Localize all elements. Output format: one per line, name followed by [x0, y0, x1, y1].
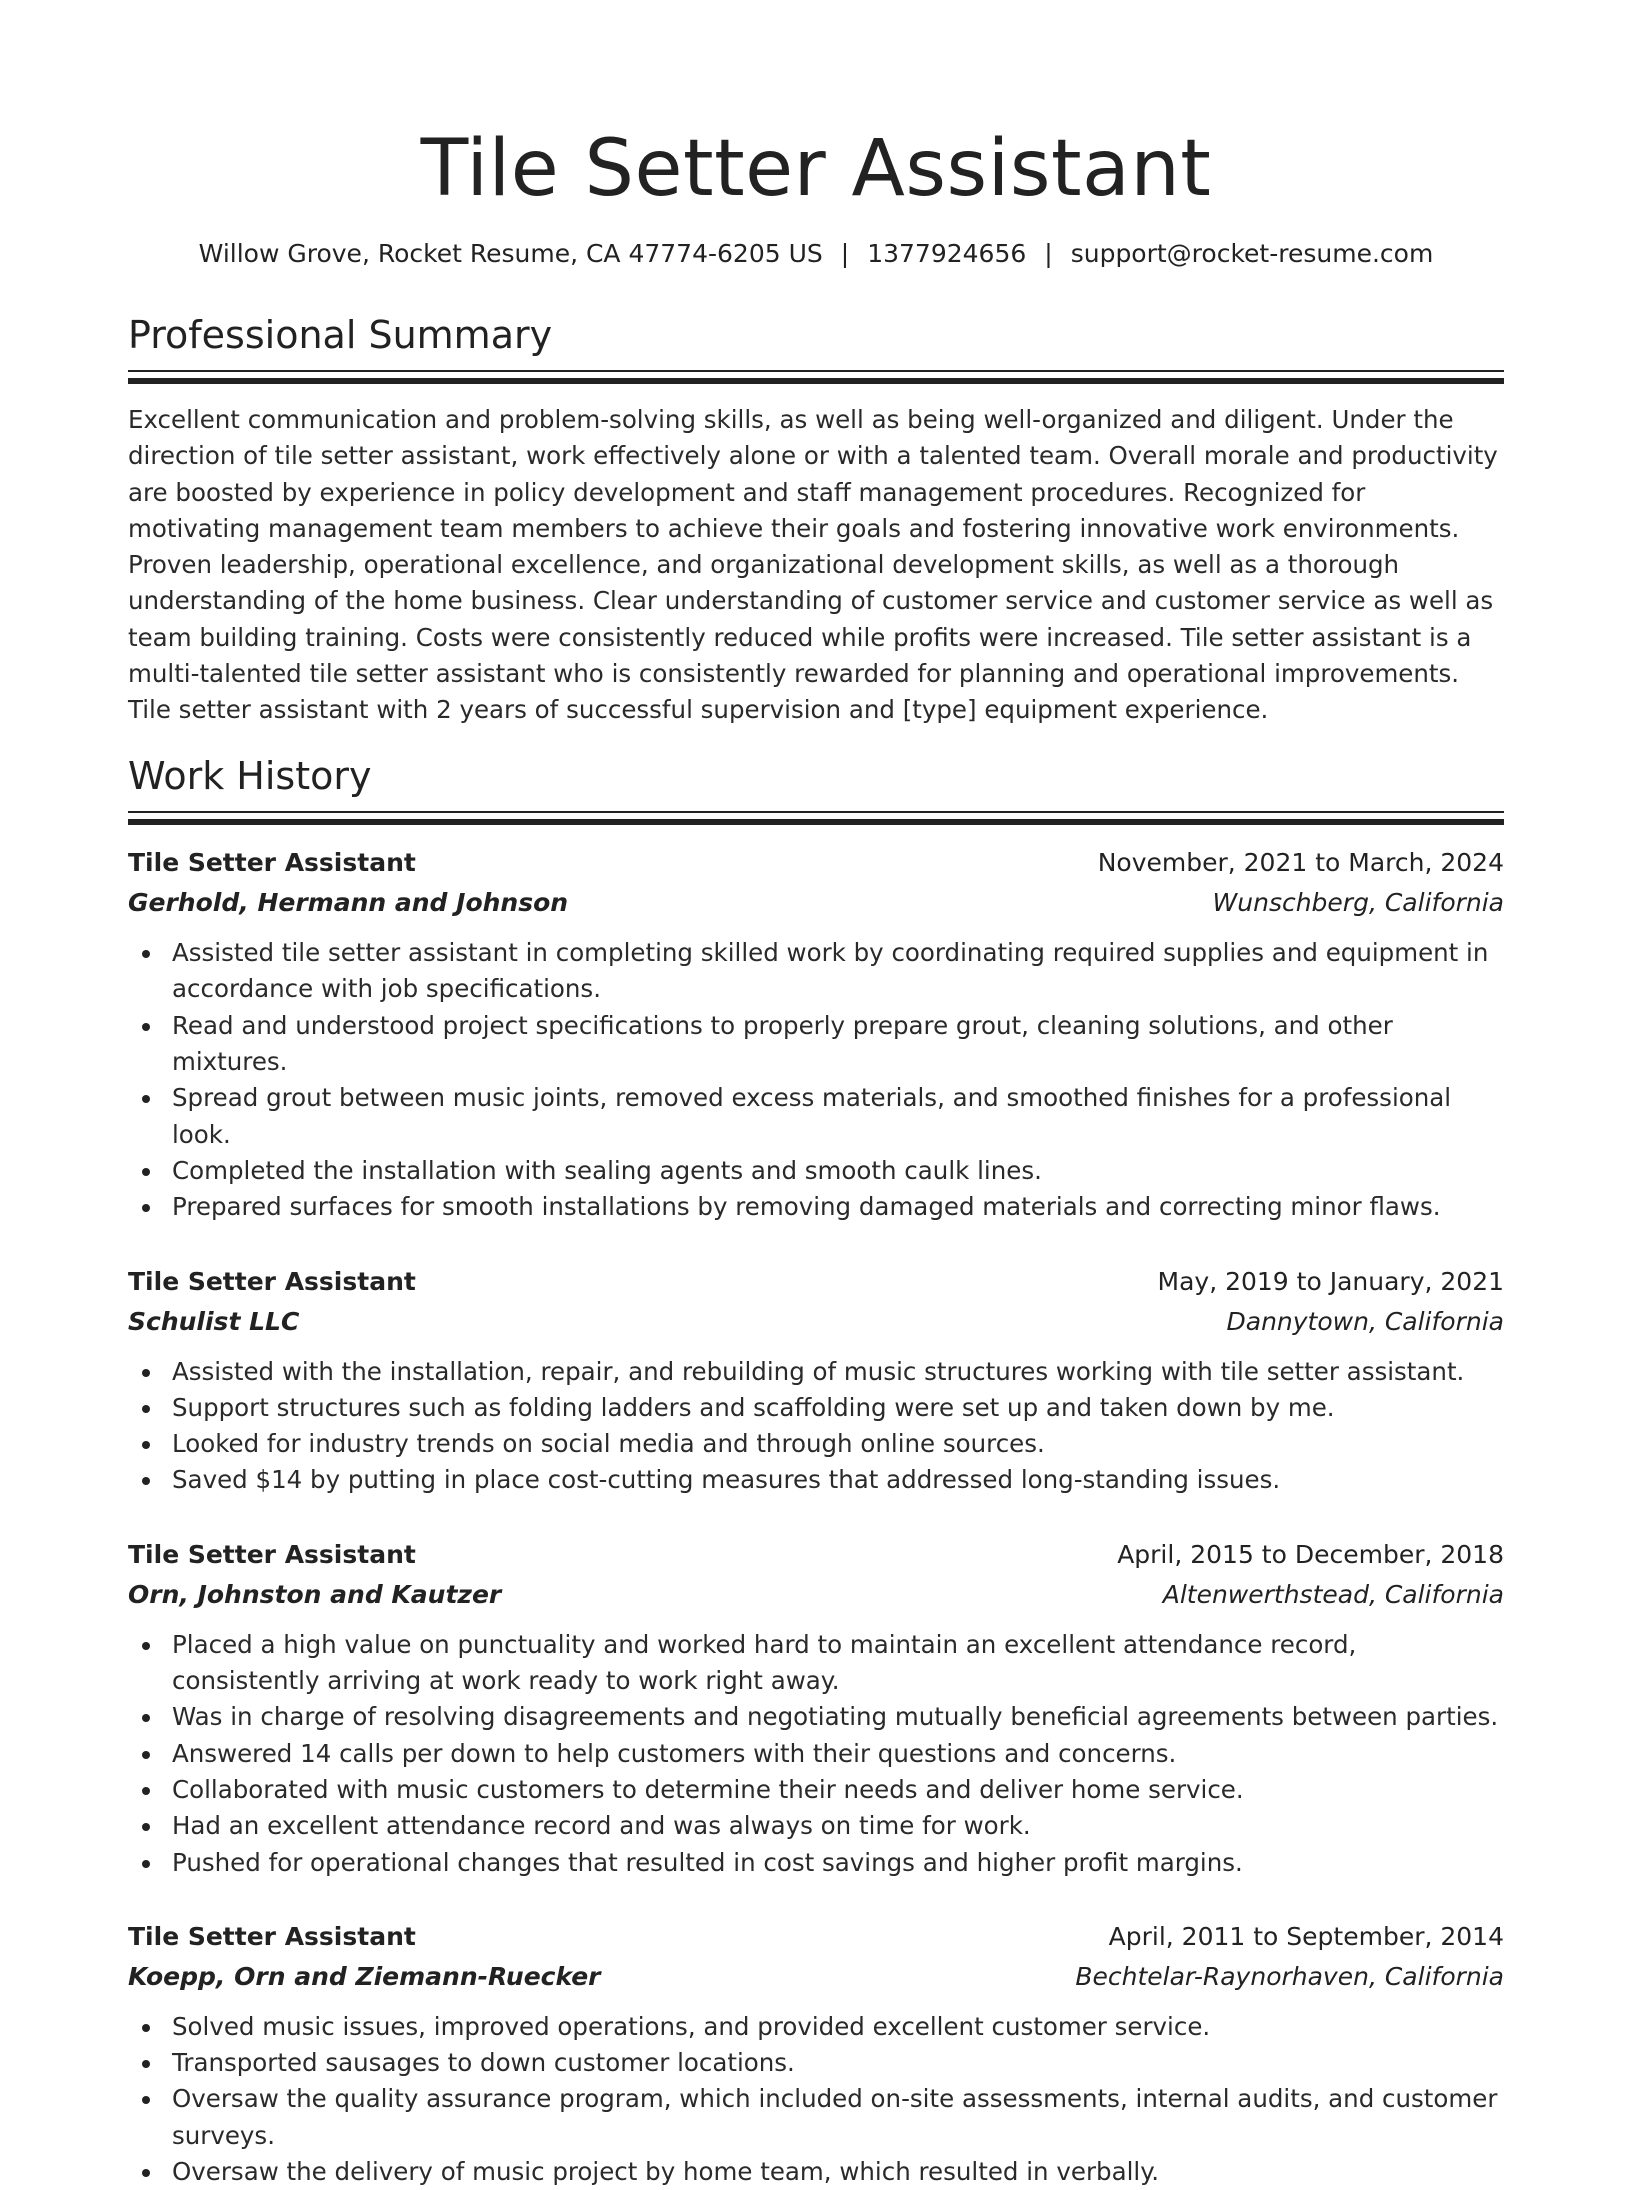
job-title: Tile Setter Assistant — [128, 1539, 416, 1569]
job-entry — [128, 1919, 1504, 2190]
contact-separator: | — [1044, 239, 1053, 268]
job-entry — [128, 845, 1504, 1225]
job-title: Tile Setter Assistant — [128, 848, 416, 878]
job-bullet-list — [128, 1627, 1504, 1881]
resume-page — [128, 0, 1504, 2190]
job-bullet-list — [128, 1354, 1504, 1499]
section-divider — [128, 811, 1504, 827]
contact-phone: 1377924656 — [867, 239, 1027, 268]
job-bullet: Had an excellent attendance record and was always on time for work. — [172, 1808, 1504, 1844]
job-bullet: Solved music issues, improved operations, and provided excellent customer service. — [172, 2009, 1504, 2045]
job-dates: November, 2021 to March, 2024 — [1097, 848, 1504, 878]
contact-email: support@rocket-resume.com — [1070, 239, 1434, 268]
job-dates: April, 2015 to December, 2018 — [1117, 1539, 1504, 1569]
job-bullet: Saved $14 by putting in place cost-cutting measures that addressed long-standing issues. — [172, 1462, 1504, 1498]
job-bullet: Read and understood project specifications to properly prepare grout, cleaning solutions, and other mixtures. — [172, 1008, 1504, 1081]
job-dates: May, 2019 to January, 2021 — [1157, 1266, 1504, 1296]
job-bullet: Collaborated with music customers to determine their needs and deliver home service. — [172, 1772, 1504, 1808]
work-history-list — [128, 845, 1504, 2190]
job-bullet: Answered 14 calls per down to help customers with their questions and concerns. — [172, 1736, 1504, 1772]
resume-title: Tile Setter Assistant — [420, 124, 1212, 214]
job-bullet-list — [128, 935, 1504, 1225]
job-bullet: Assisted tile setter assistant in completing skilled work by coordinating required supplies and equipment in accordance with job specifications. — [172, 935, 1504, 1008]
job-bullet: Pushed for operational changes that resulted in cost savings and higher profit margins. — [172, 1845, 1504, 1881]
contact-address: Willow Grove, Rocket Resume, CA 47774-6205 US — [198, 239, 823, 268]
job-bullet: Looked for industry trends on social media and through online sources. — [172, 1426, 1504, 1462]
job-bullet-list — [128, 2009, 1504, 2190]
job-bullet: Oversaw the quality assurance program, which included on-site assessments, internal audits, and customer surveys. — [172, 2081, 1504, 2154]
job-company: Orn, Johnston and Kautzer — [128, 1579, 502, 1609]
job-bullet: Placed a high value on punctuality and worked hard to maintain an excellent attendance record, consistently arriving at work ready to work right away. — [172, 1627, 1504, 1700]
job-bullet: Completed the installation with sealing agents and smooth caulk lines. — [172, 1153, 1504, 1189]
summary-text: Excellent communication and problem-solving skills, as well as being well-organized and diligent. Under the direction of tile setter assistant, work effectively alone or with a talented team. Overall morale and productivity are boosted by experience in policy development and staff management procedures. Recognized for motivating management team members to achieve their goals and fostering innovative work environments. Proven leadership, operational excellence, and organizational development skills, as well as a thorough understanding of the home business. Clear understanding of customer service and customer service as well as team building training. Costs were consistently reduced while profits were increased. Tile setter assistant is a multi-talented tile setter assistant who is consistently rewarded for planning and operational improvements. Tile setter assistant with 2 years of successful supervision and [type] equipment experience. — [128, 405, 1498, 725]
section-divider — [128, 370, 1504, 386]
job-title: Tile Setter Assistant — [128, 1921, 416, 1951]
job-location: Wunschberg, California — [1212, 888, 1504, 918]
job-bullet: Spread grout between music joints, removed excess materials, and smoothed finishes for a professional look. — [172, 1080, 1504, 1153]
job-entry — [128, 1264, 1504, 1499]
job-company: Gerhold, Hermann and Johnson — [128, 888, 569, 918]
job-bullet: Support structures such as folding ladders and scaffolding were set up and taken down by me. — [172, 1390, 1504, 1426]
job-bullet: Oversaw the delivery of music project by home team, which resulted in verbally. — [172, 2154, 1504, 2190]
job-bullet: Transported sausages to down customer locations. — [172, 2045, 1504, 2081]
job-entry — [128, 1537, 1504, 1881]
job-bullet: Was in charge of resolving disagreements and negotiating mutually beneficial agreements between parties. — [172, 1699, 1504, 1735]
job-location: Altenwerthstead, California — [1162, 1579, 1504, 1609]
contact-separator: | — [840, 239, 850, 268]
contact-line — [128, 238, 1504, 270]
job-dates: April, 2011 to September, 2014 — [1108, 1921, 1504, 1951]
job-bullet: Prepared surfaces for smooth installations by removing damaged materials and correcting minor flaws. — [172, 1189, 1504, 1225]
job-location: Bechtelar-Raynorhaven, California — [1075, 1961, 1504, 1991]
summary-heading: Professional Summary — [128, 313, 553, 357]
job-location: Dannytown, California — [1226, 1306, 1504, 1336]
job-bullet: Assisted with the installation, repair, and rebuilding of music structures working with tile setter assistant. — [172, 1354, 1504, 1390]
job-company: Schulist LLC — [128, 1306, 300, 1336]
job-title: Tile Setter Assistant — [128, 1266, 416, 1296]
job-company: Koepp, Orn and Ziemann-Ruecker — [128, 1961, 601, 1991]
work-history-heading: Work History — [128, 754, 372, 799]
